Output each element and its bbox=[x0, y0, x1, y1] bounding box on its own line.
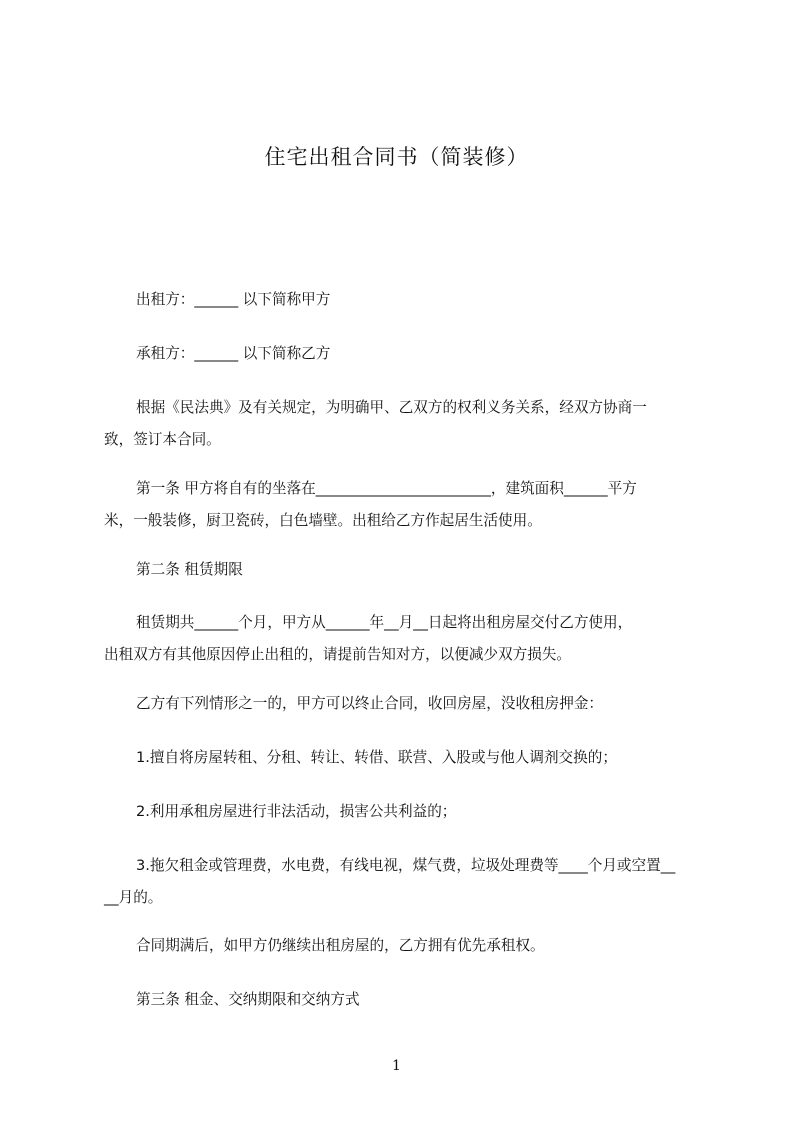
termination-item-3 bbox=[104, 850, 704, 914]
paragraph-line: 米，一般装修，厨卫瓷砖，白色墙壁。出租给乙方作起居生活使用。 bbox=[104, 512, 542, 529]
paragraph-line: __月的。 bbox=[104, 889, 163, 906]
paragraph-line: 承租方：______ 以下简称乙方 bbox=[136, 345, 331, 362]
paragraph-line: 根据《民法典》及有关规定，为明确甲、乙双方的权利义务关系，经双方协商一 bbox=[136, 399, 647, 416]
paragraph-line: 出租方：______ 以下简称甲方 bbox=[136, 291, 331, 308]
paragraph-line: 第一条 甲方将自有的坐落在________________________，建筑面积______平方 bbox=[136, 480, 637, 497]
termination-item-1 bbox=[136, 742, 736, 774]
paragraph-line: 1.擅自将房屋转租、分租、转让、转借、联营、入股或与他人调剂交换的； bbox=[136, 749, 617, 766]
paragraph-line: 致，签订本合同。 bbox=[104, 431, 221, 448]
document-title: 住宅出租合同书（简装修） bbox=[264, 145, 529, 169]
termination-intro-paragraph bbox=[136, 688, 736, 720]
lessee-paragraph bbox=[136, 338, 736, 370]
article-1-paragraph bbox=[104, 473, 704, 537]
lease-term-paragraph bbox=[104, 607, 704, 671]
preamble-paragraph bbox=[104, 392, 704, 456]
termination-item-2 bbox=[136, 796, 736, 828]
paragraph-line: 租赁期共______个月，甲方从______年__月__日起将出租房屋交付乙方使用， bbox=[136, 614, 633, 631]
paragraph-line: 乙方有下列情形之一的，甲方可以终止合同，收回房屋，没收租房押金： bbox=[136, 695, 604, 712]
paragraph-line: 第二条 租赁期限 bbox=[136, 561, 243, 578]
renewal-paragraph bbox=[136, 930, 736, 962]
lessor-paragraph bbox=[136, 284, 736, 316]
paragraph-line: 合同期满后，如甲方仍继续出租房屋的，乙方拥有优先承租权。 bbox=[136, 937, 545, 954]
article-2-heading bbox=[136, 554, 736, 586]
paragraph-line: 第三条 租金、交纳期限和交纳方式 bbox=[136, 991, 360, 1008]
article-3-heading bbox=[136, 984, 736, 1016]
paragraph-line: 出租双方有其他原因停止出租的，请提前告知对方，以便减少双方损失。 bbox=[104, 646, 572, 663]
paragraph-line: 3.拖欠租金或管理费，水电费，有线电视，煤气费，垃圾处理费等____个月或空置__ bbox=[136, 857, 676, 874]
paragraph-line: 2.利用承租房屋进行非法活动，损害公共利益的； bbox=[136, 803, 457, 820]
page-number: 1 bbox=[392, 1058, 401, 1074]
